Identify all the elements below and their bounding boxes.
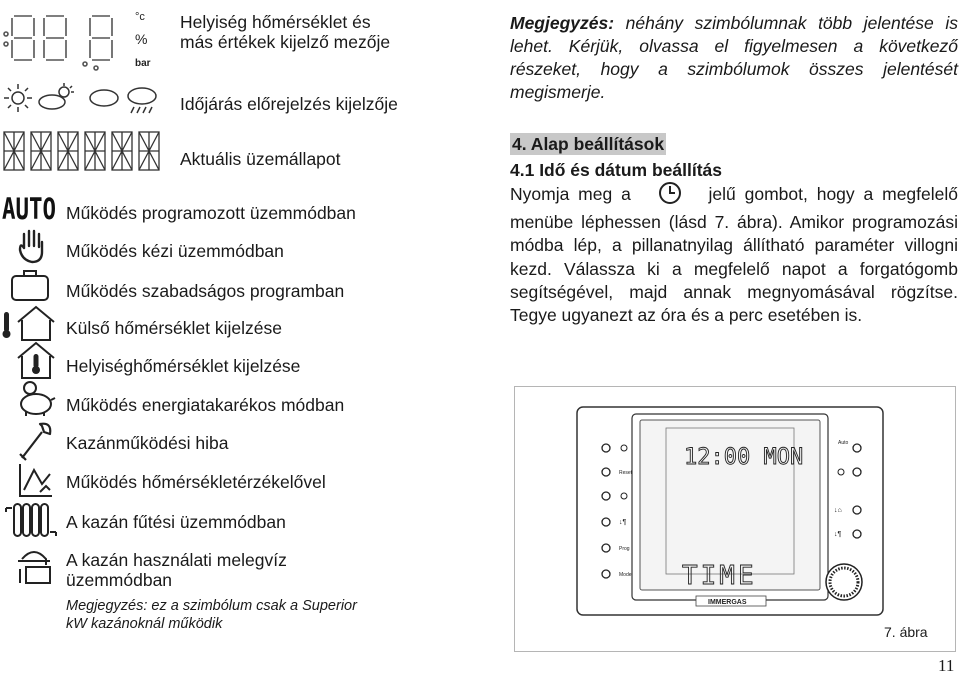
- section-title: 4. Alap beállítások: [512, 134, 665, 154]
- weather-icons: [4, 82, 164, 116]
- note-bold: Megjegyzés:: [510, 13, 615, 33]
- screen-time: 12:00 MON: [684, 445, 804, 470]
- outdoor-temp-icon: [0, 304, 56, 342]
- tap-icon: [14, 545, 54, 587]
- suitcase-icon: [10, 268, 50, 302]
- svg-text:Prog: Prog: [619, 546, 630, 552]
- svg-text:Auto: Auto: [838, 440, 849, 446]
- mode-label-room: Helyiséghőmérséklet kijelzése: [66, 356, 301, 376]
- svg-text:↓⌂: ↓⌂: [834, 507, 842, 514]
- sensor-icon: [16, 460, 56, 500]
- lcd-digits-icon: [4, 4, 164, 76]
- thermostat-device: [576, 406, 886, 618]
- piggy-bank-icon: [16, 380, 56, 418]
- hand-icon: [18, 228, 48, 264]
- clock-icon: [640, 181, 700, 211]
- weather-label: Időjárás előrejelzés kijelzője: [180, 94, 398, 114]
- svg-text:Mode: Mode: [619, 572, 632, 578]
- mode-label-eco: Működés energiatakarékos módban: [66, 395, 345, 415]
- unit-celsius: °c: [135, 11, 145, 23]
- screen-text: TIME: [682, 561, 757, 591]
- unit-percent: %: [135, 31, 148, 47]
- auto-icon: [2, 192, 58, 224]
- note-text: néhány szimbólumnak több jelentése is lehet. Kérjük, olvassa el figyelmesen a következő részeket, hogy a szimbólumok összes jelentését megismerje.: [510, 13, 958, 102]
- mode-label-sensor: Működés hőmérsékletérzékelővel: [66, 472, 326, 492]
- subsection-title: 4.1 Idő és dátum beállítás: [510, 160, 723, 180]
- display-field-label: Helyiség hőmérséklet és más értékek kijelző mezője: [180, 12, 391, 52]
- mode-label-hand: Működés kézi üzemmódban: [66, 241, 284, 261]
- para-part2: jelű gombot, hogy a megfelelő menübe léphessen (lásd 7. ábra). Amikor programozási módba lép, a pillanatnyilag állítható paraméter villogni kezd. Válassza ki a megfelelő napot a forgatógomb segítségével, majd annak megnyomásával rögzítse. Tegye ugyanezt az óra és a perc esetében is.: [510, 184, 958, 326]
- svg-text:↓¶: ↓¶: [834, 531, 842, 538]
- mode-label-radiator: A kazán fűtési üzemmódban: [66, 512, 286, 532]
- svg-text:AUTO: AUTO: [2, 192, 56, 226]
- mode-label-suitcase: Működés szabadságos programban: [66, 281, 345, 301]
- unit-bar: bar: [135, 58, 151, 69]
- figure-caption: 7. ábra: [884, 624, 928, 640]
- radiator-icon: [2, 500, 60, 540]
- svg-text:↓¶: ↓¶: [619, 519, 627, 526]
- mode-label-error: Kazánműködési hiba: [66, 433, 229, 453]
- para-part1: Nyomja meg a: [510, 184, 640, 204]
- note-paragraph: [510, 12, 958, 104]
- mode-label-auto: Működés programozott üzemmódban: [66, 203, 356, 223]
- page-number: 11: [938, 656, 955, 675]
- wrench-icon: [18, 420, 54, 460]
- left-note: Megjegyzés: ez a szimbólum csak a Superior kW kazánoknál működik: [66, 598, 357, 632]
- instruction-paragraph: [510, 181, 958, 327]
- mode-label-outdoor: Külső hőmérséklet kijelzése: [66, 318, 282, 338]
- status-label: Aktuális üzemállapot: [180, 149, 341, 169]
- brand-logo: IMMERGAS: [708, 599, 747, 606]
- mode-label-tap: A kazán használati melegvíz üzemmódban: [66, 550, 287, 590]
- room-temp-icon: [16, 340, 56, 380]
- svg-text:Reset: Reset: [619, 470, 633, 476]
- status-segments-icon: [2, 130, 166, 172]
